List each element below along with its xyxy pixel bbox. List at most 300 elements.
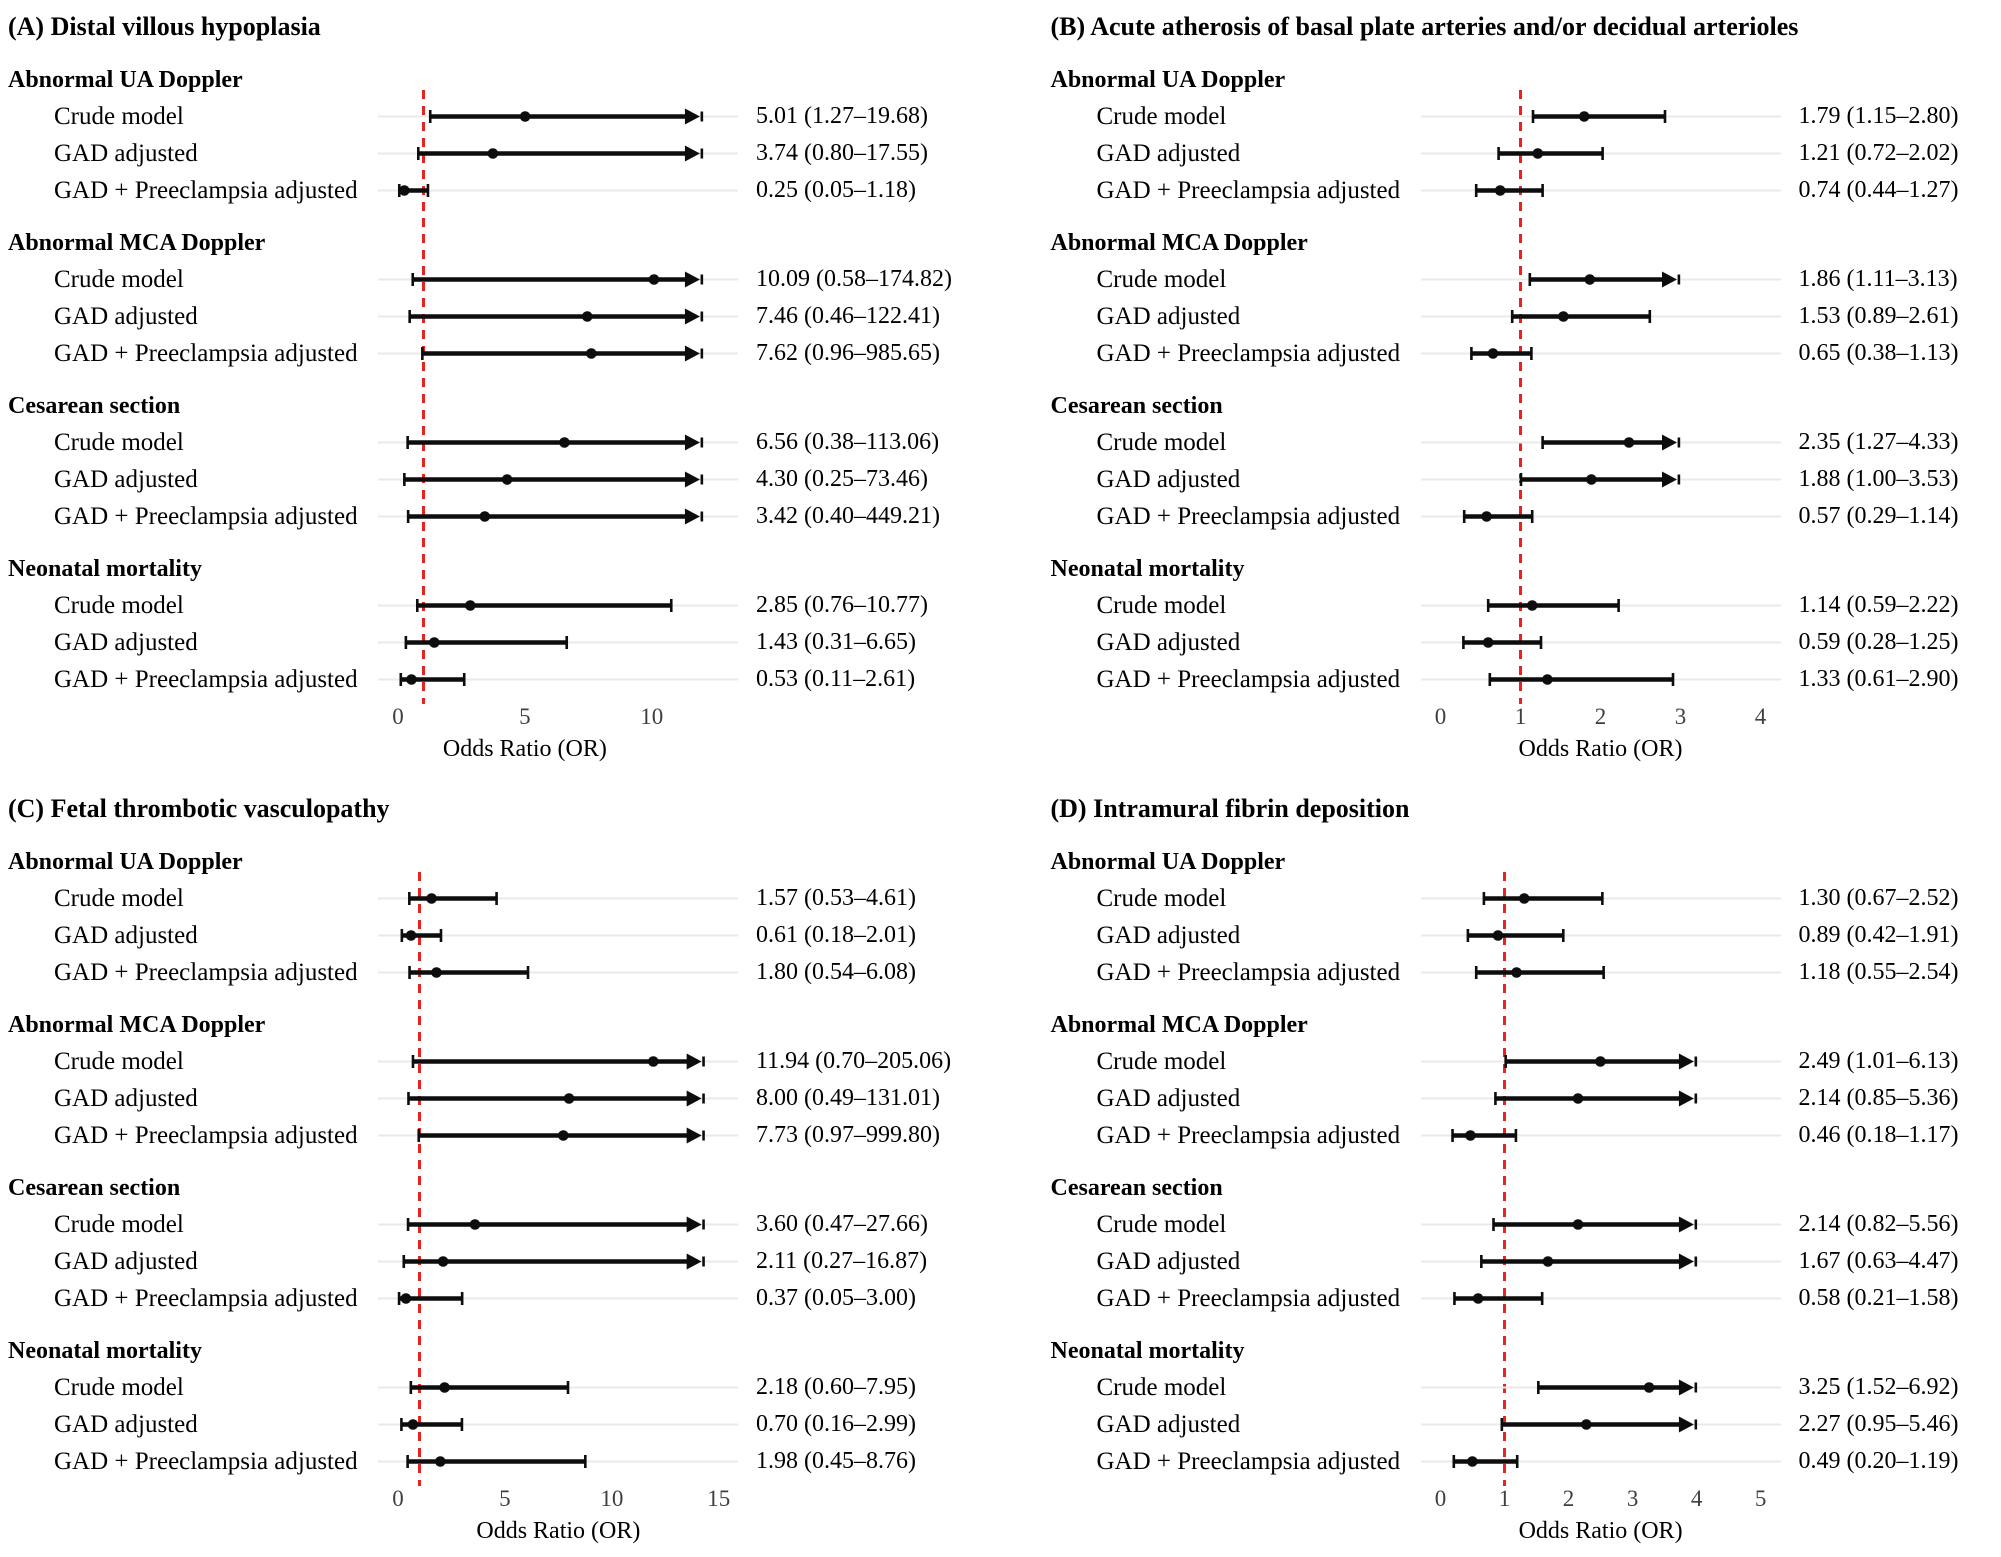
clamp-arrow — [1662, 472, 1677, 488]
x-axis-tick: 2 — [1562, 1486, 1575, 1511]
clamp-arrow — [1678, 1417, 1693, 1433]
or-ci-value: 3.42 (0.40–449.21) — [756, 503, 940, 529]
model-label: GAD adjusted — [54, 302, 198, 330]
or-point-marker — [406, 930, 417, 941]
ci-bar — [1421, 1117, 1781, 1154]
clamp-arrow-cap — [701, 438, 704, 448]
forest-row — [1051, 1080, 1996, 1117]
or-point-marker — [479, 511, 490, 522]
ci-bar — [1421, 172, 1781, 209]
ci-high-cap — [1541, 184, 1544, 197]
x-axis — [1051, 700, 1996, 766]
model-label: GAD adjusted — [1096, 921, 1241, 949]
ci-bar — [1421, 135, 1781, 172]
x-axis-tick: 4 — [1690, 1486, 1703, 1511]
forest-row — [8, 298, 995, 335]
or-ci-value: 1.53 (0.89–2.61) — [1798, 303, 1959, 329]
x-axis-tick: 5 — [499, 1486, 511, 1511]
ci-low-cap — [1451, 1129, 1454, 1142]
ci-low-cap — [410, 1381, 413, 1394]
or-ci-value: 8.00 (0.49–131.01) — [756, 1085, 940, 1111]
panel-a-title: (A) Distal villous hypoplasia — [8, 12, 321, 41]
x-axis-tick: 0 — [392, 1486, 404, 1511]
clamp-arrow-cap — [702, 1131, 705, 1141]
forest-row — [8, 1206, 995, 1243]
or-point-marker — [1518, 893, 1529, 904]
forest-row — [1051, 1043, 1996, 1080]
x-axis-tick: 0 — [1434, 1486, 1447, 1511]
ci-high-cap — [1515, 1455, 1518, 1468]
or-ci-value: 3.25 (1.52–6.92) — [1798, 1374, 1959, 1400]
forest-row — [1051, 880, 1996, 917]
or-ci-value: 0.89 (0.42–1.91) — [1798, 922, 1959, 948]
group-header: Neonatal mortality — [1050, 556, 1245, 582]
or-ci-value: 1.33 (0.61–2.90) — [1798, 666, 1959, 692]
ci-low-cap — [417, 147, 420, 160]
ci-bar — [1421, 335, 1781, 372]
ci-bar — [378, 587, 738, 624]
forest-row — [8, 1243, 995, 1280]
ci-low-cap — [398, 1292, 401, 1305]
outcome-group — [8, 1333, 995, 1480]
forest-row — [1051, 261, 1996, 298]
ci-bar — [1421, 1443, 1781, 1480]
model-label: Crude model — [54, 1047, 184, 1075]
model-label: GAD adjusted — [1096, 1410, 1241, 1438]
ci-low-cap — [1474, 966, 1477, 979]
model-label: GAD + Preeclampsia adjusted — [1096, 958, 1401, 986]
ci-low-cap — [402, 1255, 405, 1268]
clamp-arrow-cap — [1677, 275, 1680, 285]
ci-bar — [378, 1080, 738, 1117]
group-header: Cesarean section — [8, 393, 181, 419]
or-point-marker — [1465, 1130, 1476, 1141]
ci-bar — [378, 1443, 738, 1480]
or-point-marker — [438, 1256, 449, 1267]
forest-row — [8, 335, 995, 372]
clamp-arrow — [1678, 1380, 1693, 1396]
ci-bar — [378, 661, 738, 698]
ci-low-cap — [1537, 1381, 1540, 1394]
or-ci-value: 2.27 (0.95–5.46) — [1798, 1411, 1959, 1437]
ci-high-cap — [427, 184, 430, 197]
ci-low-cap — [1480, 1255, 1483, 1268]
ci-low-cap — [417, 1129, 420, 1142]
clamp-arrow-cap — [702, 1257, 705, 1267]
or-point-marker — [1472, 1293, 1483, 1304]
clamp-arrow — [685, 272, 700, 288]
or-point-marker — [520, 111, 531, 122]
model-label: Crude model — [54, 102, 184, 130]
model-label: Crude model — [1096, 884, 1227, 912]
clamp-arrow-cap — [702, 1057, 705, 1067]
ci-high-cap — [1648, 310, 1651, 323]
model-label: GAD + Preeclampsia adjusted — [54, 958, 358, 986]
ci-low-cap — [407, 1092, 410, 1105]
model-label: GAD adjusted — [1096, 1084, 1241, 1112]
ci-low-cap — [1462, 510, 1465, 523]
panel-b — [1009, 12, 1996, 766]
ci-low-cap — [1492, 1218, 1495, 1231]
x-axis-tick: 0 — [392, 704, 404, 729]
or-point-marker — [1542, 1256, 1553, 1267]
panel-b-plot — [1051, 62, 1996, 766]
ci-low-cap — [1500, 1418, 1503, 1431]
forest-row — [8, 624, 995, 661]
clamp-arrow — [685, 109, 700, 125]
ci-low-cap — [1452, 1455, 1455, 1468]
or-point-marker — [1578, 111, 1589, 122]
ci-bar — [1421, 1280, 1781, 1317]
or-ci-value: 7.62 (0.96–985.65) — [756, 340, 940, 366]
or-ci-value: 0.70 (0.16–2.99) — [756, 1411, 916, 1437]
model-label: GAD + Preeclampsia adjusted — [54, 502, 358, 530]
x-axis-tick: 10 — [640, 704, 664, 729]
or-ci-value: 7.46 (0.46–122.41) — [756, 303, 940, 329]
ci-bar — [378, 917, 738, 954]
forest-row — [8, 1406, 995, 1443]
ci-bar — [1421, 880, 1781, 917]
or-point-marker — [648, 1056, 659, 1067]
model-label: GAD + Preeclampsia adjusted — [1096, 1121, 1401, 1149]
ci-low-cap — [408, 310, 411, 323]
or-point-marker — [465, 600, 476, 611]
ci-bar — [378, 1206, 738, 1243]
forest-row — [1051, 1369, 1996, 1406]
ci-bar — [1421, 661, 1781, 698]
clamp-arrow-cap — [1694, 1057, 1697, 1067]
forest-row — [1051, 624, 1996, 661]
or-point-marker — [1526, 600, 1537, 611]
ci-high-cap — [495, 892, 498, 905]
panel-a-plot — [8, 62, 995, 766]
forest-row — [1051, 954, 1996, 991]
or-ci-value: 0.74 (0.44–1.27) — [1798, 177, 1959, 203]
x-axis — [8, 700, 995, 766]
x-axis — [8, 1482, 995, 1548]
clamp-arrow — [1678, 1054, 1693, 1070]
or-point-marker — [1572, 1093, 1583, 1104]
forest-row — [8, 1443, 995, 1480]
or-ci-value: 0.46 (0.18–1.17) — [1798, 1122, 1959, 1148]
ci-high-cap — [527, 966, 530, 979]
model-label: GAD + Preeclampsia adjusted — [1096, 1447, 1401, 1475]
model-label: Crude model — [54, 591, 184, 619]
group-header: Neonatal mortality — [8, 1338, 202, 1364]
forest-row — [1051, 661, 1996, 698]
clamp-arrow — [1662, 435, 1677, 451]
or-point-marker — [649, 274, 660, 285]
forest-row — [1051, 172, 1996, 209]
forest-row — [1051, 424, 1996, 461]
group-header: Abnormal UA Doppler — [1050, 67, 1286, 93]
ci-low-cap — [1488, 673, 1491, 686]
ci-bar — [378, 498, 738, 535]
or-point-marker — [1482, 637, 1493, 648]
ci-low-cap — [411, 273, 414, 286]
or-point-marker — [1595, 1056, 1606, 1067]
forest-row — [8, 917, 995, 954]
or-point-marker — [1532, 148, 1543, 159]
model-label: Crude model — [54, 428, 184, 456]
ci-bar — [378, 954, 738, 991]
model-label: GAD + Preeclampsia adjusted — [54, 176, 358, 204]
x-axis-tick: 3 — [1674, 704, 1687, 729]
ci-bar — [378, 98, 738, 135]
ci-bar — [378, 880, 738, 917]
model-label: GAD + Preeclampsia adjusted — [1096, 339, 1401, 367]
ci-high-cap — [461, 1418, 464, 1431]
ci-bar — [1421, 917, 1781, 954]
ci-bar — [1421, 587, 1781, 624]
clamp-arrow-cap — [701, 475, 704, 485]
ci-bar — [1421, 298, 1781, 335]
or-ci-value: 5.01 (1.27–19.68) — [756, 103, 928, 129]
ci-low-cap — [412, 1055, 415, 1068]
ci-bar — [378, 1243, 738, 1280]
clamp-arrow-cap — [701, 149, 704, 159]
or-ci-value: 2.14 (0.85–5.36) — [1798, 1085, 1959, 1111]
forest-row — [8, 1117, 995, 1154]
clamp-arrow-cap — [701, 275, 704, 285]
x-axis-tick: 10 — [600, 1486, 624, 1511]
outcome-group — [1051, 1170, 1996, 1317]
or-ci-value: 1.80 (0.54–6.08) — [756, 959, 916, 985]
outcome-group — [8, 62, 995, 209]
model-label: Crude model — [1096, 102, 1227, 130]
or-point-marker — [399, 185, 410, 196]
outcome-group — [8, 844, 995, 991]
forest-row — [8, 880, 995, 917]
ci-bar — [378, 624, 738, 661]
clamp-arrow-cap — [701, 112, 704, 122]
model-label: GAD + Preeclampsia adjusted — [54, 339, 358, 367]
ci-low-cap — [405, 636, 408, 649]
forest-row — [8, 1043, 995, 1080]
model-label: GAD adjusted — [54, 921, 198, 949]
ci-bar — [378, 172, 738, 209]
or-point-marker — [435, 1456, 446, 1467]
ci-bar — [378, 298, 738, 335]
x-axis-tick: 5 — [1754, 1486, 1767, 1511]
model-label: GAD + Preeclampsia adjusted — [54, 665, 358, 693]
ci-bar — [1421, 261, 1781, 298]
ci-high-cap — [1539, 636, 1542, 649]
outcome-group — [1051, 388, 1996, 535]
ci-low-cap — [408, 892, 411, 905]
ci-high-cap — [565, 636, 568, 649]
ci-bar — [378, 1280, 738, 1317]
clamp-arrow — [685, 309, 700, 325]
ci-low-cap — [407, 1218, 410, 1231]
ci-high-cap — [1601, 892, 1604, 905]
ci-high-cap — [1602, 966, 1605, 979]
ci-bar — [1421, 954, 1781, 991]
ci-bar — [1421, 1206, 1781, 1243]
ci-low-cap — [1486, 599, 1489, 612]
or-ci-value: 2.35 (1.27–4.33) — [1798, 429, 1959, 455]
clamp-arrow — [687, 1217, 702, 1233]
model-label: GAD adjusted — [1096, 139, 1241, 167]
or-ci-value: 1.43 (0.31–6.65) — [756, 629, 916, 655]
model-label: GAD adjusted — [1096, 1247, 1241, 1275]
ci-bar — [1421, 1243, 1781, 1280]
or-ci-value: 2.11 (0.27–16.87) — [756, 1248, 928, 1274]
or-point-marker — [426, 893, 437, 904]
forest-row — [8, 1280, 995, 1317]
clamp-arrow-cap — [1677, 475, 1680, 485]
ci-high-cap — [463, 673, 466, 686]
outcome-group — [1051, 1007, 1996, 1154]
or-point-marker — [1487, 348, 1498, 359]
ci-bar — [1421, 424, 1781, 461]
or-ci-value: 10.09 (0.58–174.82) — [756, 266, 952, 292]
clamp-arrow — [685, 509, 700, 525]
or-ci-value: 11.94 (0.70–205.06) — [756, 1048, 952, 1074]
ci-bar — [1421, 98, 1781, 135]
forest-row — [8, 498, 995, 535]
clamp-arrow — [1678, 1217, 1693, 1233]
forest-row — [1051, 498, 1996, 535]
ci-low-cap — [407, 510, 410, 523]
forest-row — [8, 261, 995, 298]
or-ci-value: 0.58 (0.21–1.58) — [1798, 1285, 1959, 1311]
ci-low-cap — [399, 673, 402, 686]
or-ci-value: 2.85 (0.76–10.77) — [756, 592, 928, 618]
forest-row — [8, 424, 995, 461]
ci-high-cap — [1514, 1129, 1517, 1142]
x-axis-tick: 15 — [707, 1486, 731, 1511]
ci-high-cap — [1561, 929, 1564, 942]
ci-high-cap — [584, 1455, 587, 1468]
forest-row — [8, 587, 995, 624]
or-point-marker — [1586, 474, 1597, 485]
clamp-arrow-cap — [701, 512, 704, 522]
or-point-marker — [1542, 674, 1553, 685]
ci-low-cap — [1528, 273, 1531, 286]
or-ci-value: 2.18 (0.60–7.95) — [756, 1374, 916, 1400]
or-ci-value: 1.98 (0.45–8.76) — [756, 1448, 916, 1474]
ci-bar — [378, 135, 738, 172]
or-point-marker — [488, 148, 499, 159]
or-ci-value: 0.57 (0.29–1.14) — [1798, 503, 1959, 529]
or-point-marker — [406, 674, 417, 685]
forest-row — [8, 661, 995, 698]
model-label: Crude model — [1096, 591, 1227, 619]
clamp-arrow — [687, 1054, 702, 1070]
or-ci-value: 3.60 (0.47–27.66) — [756, 1211, 928, 1237]
or-ci-value: 4.30 (0.25–73.46) — [756, 466, 928, 492]
x-axis-tick: 4 — [1754, 704, 1767, 729]
or-ci-value: 1.88 (1.00–3.53) — [1798, 466, 1959, 492]
or-ci-value: 0.49 (0.20–1.19) — [1798, 1448, 1959, 1474]
forest-row — [8, 172, 995, 209]
or-point-marker — [582, 311, 593, 322]
or-ci-value: 1.79 (1.15–2.80) — [1798, 103, 1959, 129]
x-axis-tick: 1 — [1498, 1486, 1511, 1511]
ci-high-cap — [1540, 1292, 1543, 1305]
ci-high-cap — [1601, 147, 1604, 160]
clamp-arrow — [685, 472, 700, 488]
or-point-marker — [1481, 511, 1492, 522]
ci-low-cap — [400, 1418, 403, 1431]
ci-low-cap — [1494, 1092, 1497, 1105]
panel-d-title: (D) Intramural fibrin deposition — [1050, 794, 1410, 823]
forest-row — [1051, 1243, 1996, 1280]
panel-d-plot — [1051, 844, 1996, 1548]
ci-high-cap — [1617, 599, 1620, 612]
ci-bar — [1421, 1080, 1781, 1117]
or-point-marker — [401, 1293, 412, 1304]
clamp-arrow-cap — [701, 312, 704, 322]
outcome-group — [1051, 62, 1996, 209]
model-label: GAD + Preeclampsia adjusted — [1096, 1284, 1401, 1312]
or-ci-value: 0.61 (0.18–2.01) — [756, 922, 916, 948]
x-axis-tick: 0 — [1434, 704, 1447, 729]
or-ci-value: 1.67 (0.63–4.47) — [1798, 1248, 1959, 1274]
ci-bar — [378, 335, 738, 372]
ci-bar — [378, 261, 738, 298]
panel-c-title: (C) Fetal thrombotic vasculopathy — [8, 794, 390, 823]
x-axis-label: Odds Ratio (OR) — [1518, 1518, 1683, 1544]
or-point-marker — [1623, 437, 1634, 448]
model-label: GAD adjusted — [54, 139, 198, 167]
or-ci-value: 3.74 (0.80–17.55) — [756, 140, 928, 166]
x-axis — [1051, 1482, 1996, 1548]
ci-high-cap — [1530, 510, 1533, 523]
panel-b-title: (B) Acute atherosis of basal plate arteries and/or decidual arterioles — [1050, 12, 1799, 41]
or-point-marker — [431, 967, 442, 978]
group-header: Abnormal UA Doppler — [8, 849, 243, 875]
clamp-arrow-cap — [1694, 1420, 1697, 1430]
ci-high-cap — [1671, 673, 1674, 686]
forest-row — [8, 1080, 995, 1117]
or-ci-value: 1.30 (0.67–2.52) — [1798, 885, 1959, 911]
ci-bar — [1421, 1043, 1781, 1080]
forest-row — [1051, 1280, 1996, 1317]
ci-low-cap — [429, 110, 432, 123]
ci-low-cap — [1453, 1292, 1456, 1305]
model-label: Crude model — [1096, 1210, 1227, 1238]
or-point-marker — [1558, 311, 1569, 322]
or-point-marker — [1467, 1456, 1478, 1467]
or-ci-value: 1.21 (0.72–2.02) — [1798, 140, 1959, 166]
ci-low-cap — [416, 599, 419, 612]
clamp-arrow — [687, 1254, 702, 1270]
forest-row — [1051, 98, 1996, 135]
clamp-arrow — [685, 346, 700, 362]
or-point-marker — [564, 1093, 575, 1104]
x-axis-tick: 3 — [1626, 1486, 1639, 1511]
ci-bar — [378, 461, 738, 498]
x-axis-tick: 2 — [1594, 704, 1607, 729]
x-axis-label: Odds Ratio (OR) — [476, 1518, 641, 1544]
ci-bar — [1421, 498, 1781, 535]
or-ci-value: 1.57 (0.53–4.61) — [756, 885, 916, 911]
group-header: Cesarean section — [1050, 393, 1223, 419]
or-point-marker — [558, 1130, 569, 1141]
model-label: GAD adjusted — [1096, 628, 1241, 656]
ci-bar — [378, 424, 738, 461]
or-point-marker — [1492, 930, 1503, 941]
forest-row — [8, 1369, 995, 1406]
outcome-group — [1051, 844, 1996, 991]
outcome-group — [1051, 1333, 1996, 1480]
model-label: GAD adjusted — [1096, 465, 1241, 493]
model-label: Crude model — [54, 265, 184, 293]
panel-a — [8, 12, 995, 766]
clamp-arrow — [1678, 1254, 1693, 1270]
